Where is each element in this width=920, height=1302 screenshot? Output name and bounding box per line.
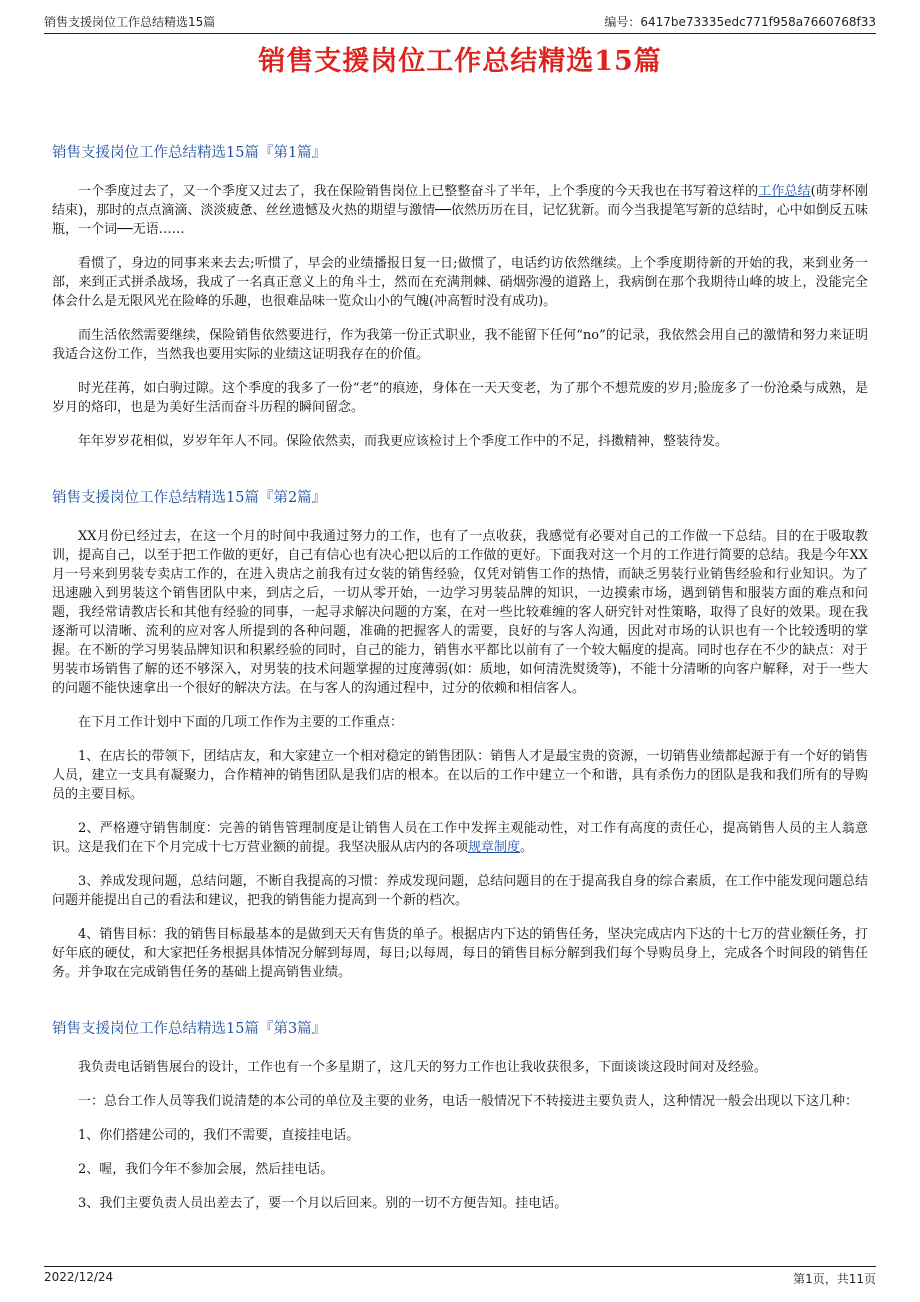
paragraph: 一个季度过去了，又一个季度又过去了，我在保险销售岗位上已整整奋斗了半年，上个季度的今天我也在书写着这样的工作总结(萌芽杯刚结束)，那时的点点滴滴、淡淡疲惫、丝丝遗憾及火热的期望与激情──依然历历在目，记忆犹新。而今当我提笔写新的总结时，心中如倒反五味瓶，一个词──无语……: [52, 184, 868, 237]
document-body: [52, 142, 868, 1249]
paragraph: 在下月工作计划中下面的几项工作作为主要的工作重点：: [78, 715, 404, 730]
section-1: [52, 142, 868, 451]
section-3: [52, 1018, 868, 1213]
paragraph: 4、销售目标：我的销售目标最基本的是做到天天有售货的单子。根据店内下达的销售任务，坚决完成店内下达的十七万的营业额任务，打好年底的硬仗，和大家把任务根据具体情况分解到每周，每日;以每周，每日的销售目标分解到我们每个导购员身上，完成各个时间段的销售任务。并争取在完成销售任务的基础上提高销售业绩。: [52, 927, 868, 980]
footer-page-number: 第1页，共11页: [793, 1272, 876, 1286]
section-title: 销售支援岗位工作总结精选15篇『第2篇』: [52, 490, 327, 506]
header-doc-id: 编号：6417be73335edc771f958a7660768f33: [604, 15, 876, 29]
paragraph: 1、你们搭建公司的，我们不需要，直接挂电话。: [78, 1128, 360, 1143]
section-title: 销售支援岗位工作总结精选15篇『第3篇』: [52, 1021, 327, 1037]
paragraph: 时光荏苒，如白驹过隙。这个季度的我多了一份“老”的痕迹，身体在一天天变老，为了那个不想荒废的岁月;脸庞多了一份沧桑与成熟，是岁月的烙印，也是为美好生活而奋斗历程的瞬间留念。: [52, 381, 868, 415]
rules-regulations-link[interactable]: 规章制度: [468, 840, 521, 855]
header-doc-name: 销售支援岗位工作总结精选15篇: [44, 15, 216, 29]
paragraph: 我负责电话销售展台的设计，工作也有一个多星期了，这几天的努力工作也让我收获很多，下面谈谈这段时间对及经验。: [78, 1060, 768, 1075]
section-2: [52, 487, 868, 982]
paragraph: 3、养成发现问题，总结问题，不断自我提高的习惯：养成发现问题，总结问题目的在于提高我自身的综合素质，在工作中能发现问题总结问题并能提出自己的看法和建议，把我的销售能力提高到一个新的档次。: [52, 874, 868, 908]
page-footer: [44, 1266, 876, 1286]
paragraph: 年年岁岁花相似，岁岁年年人不同。保险依然卖，而我更应该检讨上个季度工作中的不足，抖擞精神，整装待发。: [78, 434, 729, 449]
paragraph: 2、喔，我们今年不参加会展，然后挂电话。: [78, 1162, 334, 1177]
paragraph: 一：总台工作人员等我们说清楚的本公司的单位及主要的业务，电话一般情况下不转接进主要负责人，这种情况一般会出现以下这几种：: [78, 1094, 859, 1109]
work-summary-link[interactable]: 工作总结: [758, 184, 811, 199]
paragraph: XX月份已经过去，在这一个月的时间中我通过努力的工作，也有了一点收获，我感觉有必要对自己的工作做一下总结。目的在于吸取教训，提高自己，以至于把工作做的更好，自己有信心也有决心把以后的工作做的更好。下面我对这一个月的工作进行简要的总结。我是今年XX月一号来到男装专卖店工作的，在进入贵店之前我有过女装的销售经验，仅凭对销售工作的热情，而缺乏男装行业销售经验和行业知识。为了迅速融入到男装这个销售团队中来，到店之后，一切从零开始，一边学习男装品牌的知识，一边摸索市场，遇到销售和服装方面的难点和问题，我经常请教店长和其他有经验的同事，一起寻求解决问题的方案，在对一些比较难缠的客人研究针对性策略，取得了良好的效果。现在我逐渐可以清晰、流利的应对客人所提到的各种问题，准确的把握客人的需要，良好的与客人沟通，因此对市场的认识也有一个比较透明的掌握。在不断的学习男装品牌知识和积累经验的同时，自己的能力，销售水平都比以前有了一个较大幅度的提高。同时也存在不少的缺点：对于男装市场销售了解的还不够深入，对男装的技术问题掌握的过度薄弱(如：质地，如何清洗熨烫等)，不能十分清晰的向客户解释，对于一些大的问题不能快速拿出一个很好的解决方法。在与客人的沟通过程中，过分的依赖和相信客人。: [52, 529, 868, 696]
paragraph: 而生活依然需要继续，保险销售依然要进行，作为我第一份正式职业，我不能留下任何“no”的记录，我依然会用自己的激情和努力来证明我适合这份工作，当然我也要用实际的业绩这证明我存在的价值。: [52, 328, 868, 362]
paragraph: 3、我们主要负责人员出差去了，要一个月以后回来。别的一切不方便告知。挂电话。: [78, 1196, 568, 1211]
page-header: [44, 10, 876, 34]
section-title: 销售支援岗位工作总结精选15篇『第1篇』: [52, 145, 327, 161]
document-title: 销售支援岗位工作总结精选15篇: [258, 46, 662, 77]
footer-date: 2022/12/24: [44, 1270, 114, 1284]
paragraph: 看惯了，身边的同事来来去去;听惯了，早会的业绩播报日复一日;做惯了，电话约访依然继续。上个季度期待新的开始的我，来到业务一部，来到正式拼杀战场，我成了一名真正意义上的角斗士，然而在充满荆棘、硝烟弥漫的道路上，我病倒在那个我期待山峰的坡上，没能完全体会什么是无限风光在险峰的乐趣，也很难品味一览众山小的气魄(冲高暂时没有成功)。: [52, 256, 868, 309]
paragraph: 2、严格遵守销售制度：完善的销售管理制度是让销售人员在工作中发挥主观能动性，对工作有高度的责任心，提高销售人员的主人翁意识。这是我们在下个月完成十七万营业额的前提。我坚决服从店内的各项规章制度。: [52, 821, 868, 855]
paragraph: 1、在店长的带领下，团结店友，和大家建立一个相对稳定的销售团队：销售人才是最宝贵的资源，一切销售业绩都起源于有一个好的销售人员，建立一支具有凝聚力，合作精神的销售团队是我们店的根本。在以后的工作中建立一个和谐，具有杀伤力的团队是我和我们所有的导购员的主要目标。: [52, 749, 868, 802]
